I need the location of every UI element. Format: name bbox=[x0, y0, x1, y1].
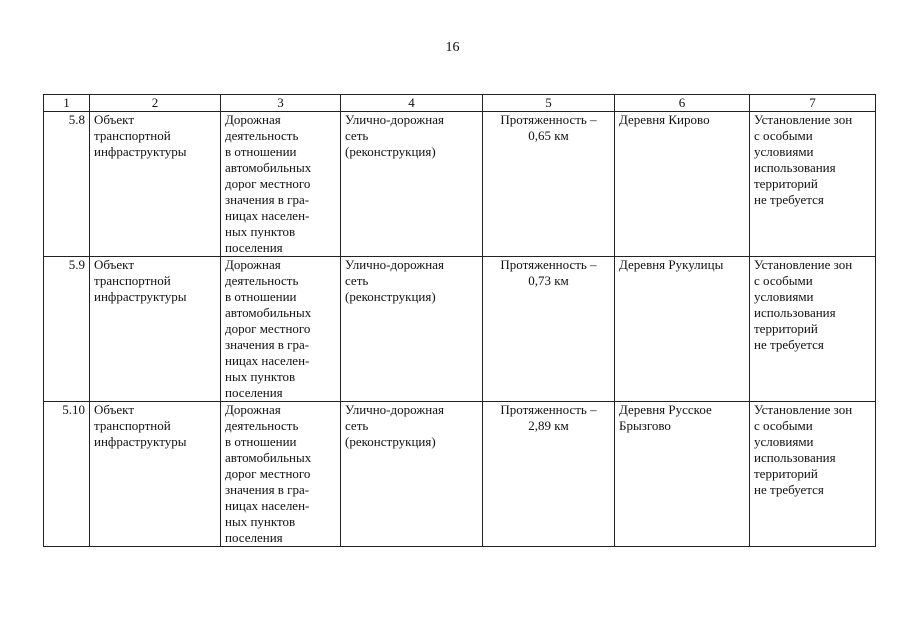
planning-table bbox=[43, 94, 876, 547]
cell-line: Установление зон bbox=[754, 112, 853, 127]
cell-line: Установление зон bbox=[754, 257, 853, 272]
cell-object bbox=[90, 402, 221, 547]
cell-line: Брызгово bbox=[619, 418, 671, 433]
cell-line: поселения bbox=[225, 530, 283, 545]
column-header: 3 bbox=[221, 95, 341, 112]
cell-line: (реконструкция) bbox=[345, 289, 436, 304]
header-row bbox=[44, 95, 876, 112]
cell-line: условиями bbox=[754, 289, 814, 304]
cell-location bbox=[615, 402, 750, 547]
cell-zones bbox=[750, 257, 876, 402]
cell-line: автомобильных bbox=[225, 160, 312, 175]
cell-line: деятельность bbox=[225, 418, 299, 433]
cell-location bbox=[615, 257, 750, 402]
cell-line: сеть bbox=[345, 273, 369, 288]
cell-line: инфраструктуры bbox=[94, 434, 187, 449]
cell-line: использования bbox=[754, 160, 836, 175]
cell-line: Дорожная bbox=[225, 257, 281, 272]
cell-line: инфраструктуры bbox=[94, 289, 187, 304]
cell-line: инфраструктуры bbox=[94, 144, 187, 159]
cell-line: ницах населен- bbox=[225, 353, 310, 368]
cell-line: деятельность bbox=[225, 273, 299, 288]
cell-object bbox=[90, 112, 221, 257]
cell-line: значения в гра- bbox=[225, 192, 310, 207]
cell-line: транспортной bbox=[94, 418, 171, 433]
cell-line: Дорожная bbox=[225, 112, 281, 127]
cell-line: сеть bbox=[345, 128, 369, 143]
cell-number: 5.10 bbox=[44, 402, 90, 547]
cell-object bbox=[90, 257, 221, 402]
cell-line: дорог местного bbox=[225, 176, 311, 191]
cell-line: с особыми bbox=[754, 273, 813, 288]
cell-line: Протяженность – bbox=[500, 112, 597, 127]
table-row bbox=[44, 257, 876, 402]
table-row bbox=[44, 402, 876, 547]
cell-activity bbox=[221, 257, 341, 402]
cell-line: в отношении bbox=[225, 434, 297, 449]
cell-line: (реконструкция) bbox=[345, 434, 436, 449]
cell-type bbox=[341, 402, 483, 547]
cell-line: автомобильных bbox=[225, 305, 312, 320]
cell-line: в отношении bbox=[225, 144, 297, 159]
cell-number: 5.9 bbox=[44, 257, 90, 402]
cell-line: Деревня Русское bbox=[619, 402, 712, 417]
cell-line: использования bbox=[754, 305, 836, 320]
cell-activity bbox=[221, 112, 341, 257]
cell-line: значения в гра- bbox=[225, 337, 310, 352]
table-row bbox=[44, 112, 876, 257]
cell-line: Объект bbox=[94, 257, 134, 272]
cell-line: (реконструкция) bbox=[345, 144, 436, 159]
cell-zones bbox=[750, 112, 876, 257]
cell-line: поселения bbox=[225, 240, 283, 255]
cell-line: с особыми bbox=[754, 418, 813, 433]
cell-line: ницах населен- bbox=[225, 498, 310, 513]
cell-line: Улично-дорожная bbox=[345, 257, 444, 272]
cell-type bbox=[341, 112, 483, 257]
column-header: 4 bbox=[341, 95, 483, 112]
cell-line: Объект bbox=[94, 112, 134, 127]
cell-line: 2,89 км bbox=[528, 418, 569, 433]
cell-line: автомобильных bbox=[225, 450, 312, 465]
cell-line: использования bbox=[754, 450, 836, 465]
cell-line: значения в гра- bbox=[225, 482, 310, 497]
cell-line: сеть bbox=[345, 418, 369, 433]
cell-line: не требуется bbox=[754, 482, 824, 497]
column-header: 6 bbox=[615, 95, 750, 112]
cell-line: Дорожная bbox=[225, 402, 281, 417]
cell-line: Деревня Рукулицы bbox=[619, 257, 724, 272]
cell-type bbox=[341, 257, 483, 402]
page-number: 16 bbox=[445, 40, 460, 55]
cell-line: условиями bbox=[754, 434, 814, 449]
cell-line: Объект bbox=[94, 402, 134, 417]
cell-line: Улично-дорожная bbox=[345, 112, 444, 127]
column-header: 2 bbox=[90, 95, 221, 112]
cell-line: транспортной bbox=[94, 273, 171, 288]
cell-line: Деревня Кирово bbox=[619, 112, 710, 127]
cell-line: ных пунктов bbox=[225, 224, 296, 239]
cell-line: с особыми bbox=[754, 128, 813, 143]
cell-line: деятельность bbox=[225, 128, 299, 143]
cell-line: территорий bbox=[754, 176, 818, 191]
cell-line: ницах населен- bbox=[225, 208, 310, 223]
cell-line: Улично-дорожная bbox=[345, 402, 444, 417]
cell-line: ных пунктов bbox=[225, 514, 296, 529]
cell-line: ных пунктов bbox=[225, 369, 296, 384]
cell-length bbox=[483, 257, 615, 402]
cell-location bbox=[615, 112, 750, 257]
cell-length bbox=[483, 402, 615, 547]
cell-line: 0,73 км bbox=[528, 273, 569, 288]
cell-length bbox=[483, 112, 615, 257]
cell-line: территорий bbox=[754, 321, 818, 336]
cell-activity bbox=[221, 402, 341, 547]
cell-line: территорий bbox=[754, 466, 818, 481]
cell-line: не требуется bbox=[754, 192, 824, 207]
cell-zones bbox=[750, 402, 876, 547]
cell-line: не требуется bbox=[754, 337, 824, 352]
column-header: 7 bbox=[750, 95, 876, 112]
cell-line: поселения bbox=[225, 385, 283, 400]
cell-line: дорог местного bbox=[225, 321, 311, 336]
cell-number: 5.8 bbox=[44, 112, 90, 257]
cell-line: Протяженность – bbox=[500, 402, 597, 417]
cell-line: транспортной bbox=[94, 128, 171, 143]
cell-line: условиями bbox=[754, 144, 814, 159]
cell-line: Протяженность – bbox=[500, 257, 597, 272]
column-header: 1 bbox=[44, 95, 90, 112]
cell-line: дорог местного bbox=[225, 466, 311, 481]
cell-line: в отношении bbox=[225, 289, 297, 304]
cell-line: 0,65 км bbox=[528, 128, 569, 143]
cell-line: Установление зон bbox=[754, 402, 853, 417]
column-header: 5 bbox=[483, 95, 615, 112]
